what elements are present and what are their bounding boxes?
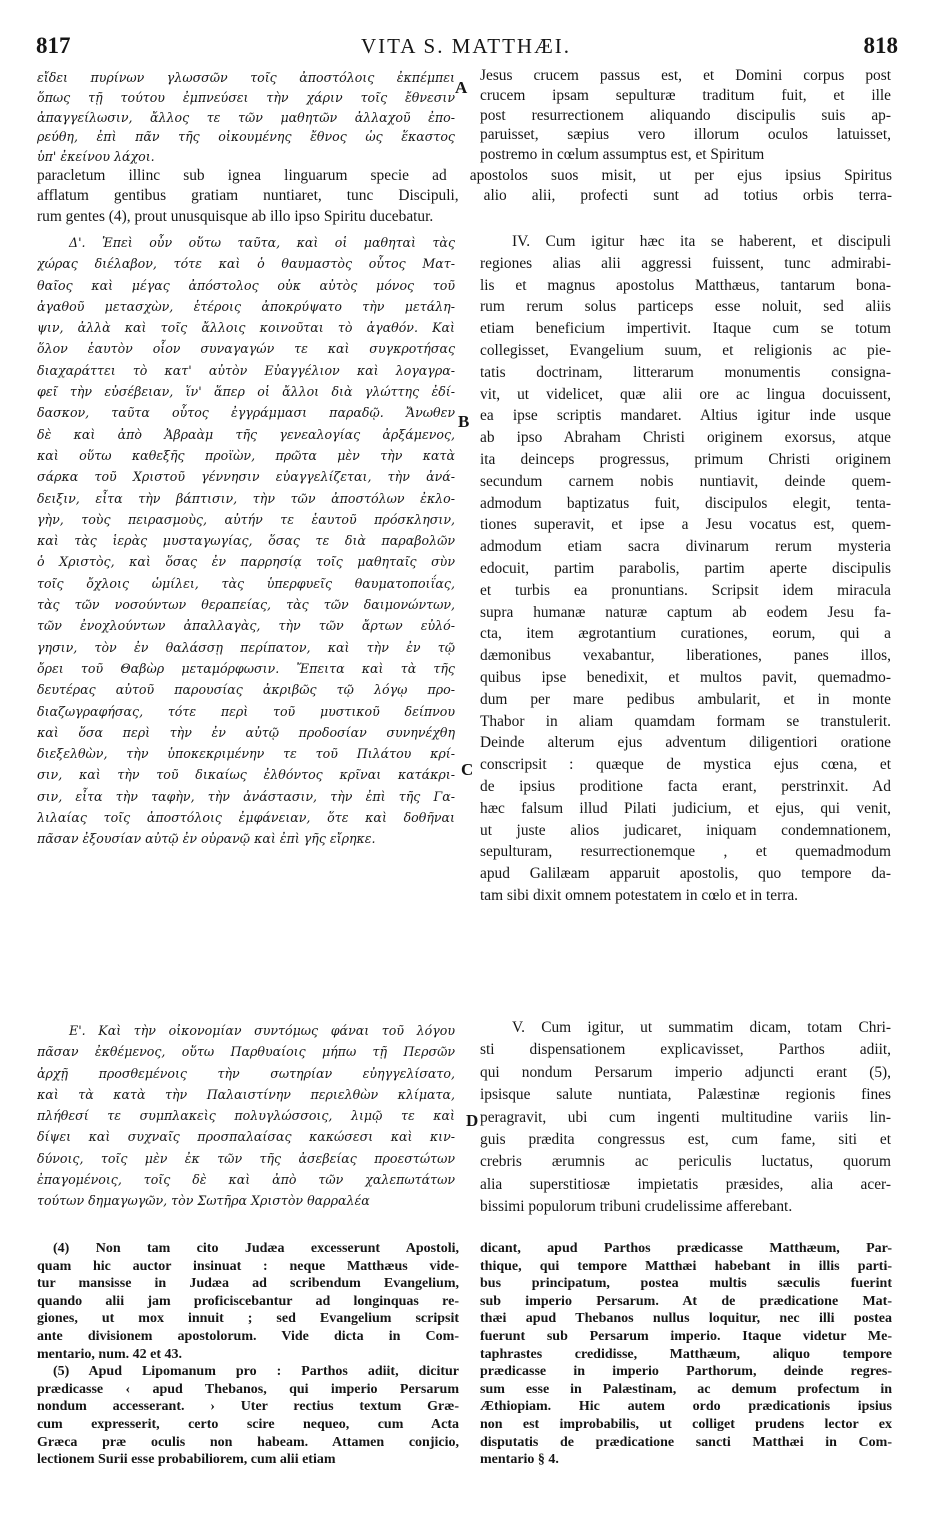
- text-line: ἐπαγομένοις, τοῖς δὲ καὶ ἀπὸ τῶν χαλεπωτάτων: [37, 1172, 455, 1188]
- text-line: edocuit, partim parabolis, partim aperte discipulis: [480, 559, 891, 577]
- text-line: ea ipse scriptis mandaret. Altius igitur inde usque: [480, 407, 891, 425]
- text-line: admodum etiam sacra divinarum rerum mysteria: [480, 538, 891, 556]
- text-line: fuerunt sub Persarum imperio. Itaque videtur Me-: [480, 1328, 892, 1344]
- text-line: (4) Non tam cito Judæa excesserunt Apostoli,: [53, 1241, 459, 1256]
- text-line: vit, ut videlicet, quæ alii ore ac lingua docuissent,: [480, 385, 891, 403]
- text-line: Æthiopiam. Hic autem ordo prædicationis ipsius: [480, 1399, 892, 1415]
- text-line: de ipsius proditione facta erant, perstrinxit. Ad: [480, 777, 891, 795]
- latin-text-top: [480, 66, 891, 165]
- text-line: ὁ Χριστὸς, καὶ ὅσας ἐν παρρησίᾳ τοῖς μαθηταῖς σὺν: [37, 554, 455, 570]
- text-line: γὴν, τοὺς πειρασμοὺς, αὐτήν τε ἑαυτοῦ πρόσκλησιν,: [37, 511, 455, 527]
- margin-letter-c: C: [461, 760, 474, 779]
- text-line: mentario § 4.: [480, 1452, 559, 1468]
- text-line: σάρκα τοῦ Χριστοῦ γέννησιν εὐαγγελίζεται, τὴν ἀνά-: [37, 469, 455, 485]
- text-line: ut juste alios judicaret, iniquam condemnationem,: [480, 821, 891, 839]
- text-line: nondum accesserant. › Uter rectius textum Græ-: [37, 1399, 459, 1415]
- text-line: etiam beneficium impertivit. Itaque cum se totum: [480, 320, 891, 338]
- text-line: qui nondum Persarum imperio adjuncti erant (5),: [480, 1063, 891, 1081]
- text-line: δευτέρας αὐτοῦ παρουσίας ἀκριβῶς τῷ λόγῳ προ-: [37, 682, 455, 698]
- text-line: rum rerum solus particeps esse noluit, sed aliis: [480, 298, 891, 316]
- text-line: Deinde alterum ejus adventum diligentiori oratione: [480, 734, 891, 752]
- text-line: φεῖ τὴν εὐσέβειαν, ἵν' ἅπερ οἱ ἄλλοι διὰ γλώττης ἐδί-: [37, 384, 455, 400]
- text-line: διαζωγραφήσας, τότε περὶ τοῦ μυστικοῦ δείπνου: [37, 703, 455, 719]
- margin-letter-d: D: [466, 1111, 479, 1130]
- text-line: quam hic auctor insinuat : neque Matthæus vide-: [37, 1258, 459, 1274]
- margin-letter-b: B: [458, 412, 470, 431]
- greek-section-iv: [37, 232, 455, 850]
- text-line: σιν, καὶ τὴν τοῦ δικαίως ἐλθόντος κρῖναι κατάκρι-: [37, 767, 455, 783]
- text-line: peragravit, ubi cum ingenti multitudine variis lin-: [480, 1108, 891, 1126]
- text-line: admodum baptizatus fuit, discipulos elegit, tenta-: [480, 494, 891, 512]
- text-line: IV. Cum igitur hæc ita se haberent, et discipuli: [512, 233, 891, 250]
- greek-text-top: [37, 68, 455, 167]
- text-line: τοῖς ὄχλοις ὡμίλει, τὰς ὑπερφυεῖς θαυματοποιΐας,: [37, 575, 455, 591]
- text-line: πᾶσαν ἐξουσίαν αὐτῷ ἐν οὐρανῷ καὶ ἐπὶ γῆς εἴρηκε.: [37, 831, 376, 847]
- text-line: δὲ καὶ ἀπὸ Ἀβραὰμ τῆς γενεαλογίας ἀρξάμενος,: [37, 426, 455, 442]
- text-line: prædicasse ‹ apud Thebanos, qui imperio Persarum: [37, 1381, 459, 1397]
- text-line: hæc falsum illud Pilati judicium, et ejus, qui venit,: [480, 799, 891, 817]
- text-line: dicant, apud Parthos prædicasse Matthæum, Par-: [480, 1241, 892, 1256]
- page-number-left: 817: [36, 33, 71, 58]
- text-line: καὶ τὰ κατὰ τὴν Παλαιστίνην περιελθὼν κλίματα,: [37, 1086, 455, 1102]
- text-line: λιλαίας τοῖς ἀποστόλοις ἐμφάνειαν, ὅτε καὶ δοθῆναι: [37, 810, 455, 826]
- page-number-right: 818: [863, 33, 898, 58]
- text-line: καὶ τὰς ἱερὰς μυσταγωγίας, ὅσας τε διὰ παραβολῶν: [37, 533, 455, 549]
- text-line: quibus ipse benedixit, et multos pavit, quemadmo-: [480, 668, 891, 686]
- text-line: ψιν, ἀλλὰ καὶ τοῖς ἄλλοις κοινοῦται τὸ ἀγαθόν. Καὶ: [37, 320, 455, 336]
- text-line: θαῖος καὶ μέγας ἀπόστολος οὐκ αὐτὸς μόνος τοῦ: [37, 277, 455, 293]
- text-line: δύνοις, τοῖς μὲν ἐκ τῶν τῆς ἀσεβείας προεστώτων: [37, 1150, 455, 1166]
- text-line: ita deinceps progressus, primum Christi originem: [480, 450, 891, 468]
- text-line: ὅπως τῇ τούτου ἐμπνεύσει τὴν χάριν τοῖς ἔθνεσιν: [37, 89, 455, 105]
- text-line: καὶ οὕτω καθεξῆς προϊὼν, πρῶτα μὲν τὴν κατὰ: [37, 447, 455, 463]
- text-line: (5) Apud Lipomanum pro : Parthos adiit, dicitur: [53, 1364, 459, 1380]
- text-line: sum esse in Palæstinam, ac demum profectum in: [480, 1381, 892, 1397]
- text-line: postremo in cœlum assumptus est, et Spiritum: [480, 146, 765, 164]
- latin-text-full-width: [37, 166, 892, 227]
- text-line: ab ipso Abraham Christi originem exorsus, atque: [480, 429, 891, 447]
- text-line: regiones alias alii aggressi fuissent, tunc admirabi-: [480, 254, 891, 272]
- text-line: mentario, num. 42 et 43.: [37, 1346, 183, 1362]
- text-line: γησιν, τὸν ἐν θαλάσσῃ περίπατον, καὶ τὴν ἐν τῷ: [37, 639, 455, 655]
- text-line: supra humanæ naturæ captum ab eodem Jesu fa-: [480, 603, 891, 621]
- text-line: tiones superavit, et ipse a Jesu vocatus est, quem-: [480, 516, 891, 534]
- text-line: Græca præ oculis non habeam. Attamen conjicio,: [37, 1434, 459, 1450]
- text-line: καὶ ὅσα περὶ τὴν ἐν αὐτῷ προδοσίαν συνηνέχθη: [37, 724, 455, 740]
- text-line: dæmonibus vexabantur, liberationes, panes illos,: [480, 647, 891, 665]
- text-line: V. Cum igitur, ut summatim dicam, totam Chri-: [512, 1019, 891, 1036]
- text-line: lectionem Surii esse probabiliorem, cum alii etiam: [37, 1452, 336, 1468]
- text-line: cta, item ægrotantium curationes, eorum, qui a: [480, 625, 891, 643]
- text-line: Δ'. Ἐπεὶ οὖν οὕτω ταῦτα, καὶ οἱ μαθηταὶ τὰς: [69, 235, 455, 250]
- text-line: cum expresserit, certo scire nequeo, cum Acta: [37, 1416, 459, 1432]
- text-line: ante divisionem apostolorum. Vide dicta in Com-: [37, 1328, 459, 1344]
- greek-section-v: [37, 1020, 455, 1212]
- text-line: crucem ipsam sepulturæ traditum fuit, et ille: [480, 86, 891, 104]
- latin-section-iv: [480, 231, 891, 907]
- text-line: giones, ut mox innuit ; sed Evangelium scripsit: [37, 1311, 459, 1327]
- text-line: afflatum gentibus gratiam nuntiaret, tunc Discipuli, alio alii, profecti sunt ad totius orbis terra-: [37, 187, 892, 205]
- margin-letter-a: A: [455, 78, 468, 97]
- text-line: δειξιν, εἶτα τὴν βάπτισιν, τὴν τῶν ἀποστόλων ἐκλο-: [37, 490, 455, 506]
- text-line: alia superstitiosæ impietatis præsides, alia acer-: [480, 1175, 891, 1193]
- text-line: sub imperio Persarum. At de prædicatione Mat-: [480, 1293, 892, 1309]
- text-line: conscripsit : quæque de mystica ejus cœna, et: [480, 756, 891, 774]
- text-line: δασκον, ταῦτα οὗτος ἐγγράμμασι παραδῷ. Ἄνωθεν: [37, 405, 455, 421]
- text-line: δίψει καὶ συχναῖς προσπαλαίσας κακώσεσι καὶ κιν-: [37, 1129, 455, 1145]
- text-line: πλήθεσί τε συμπλακεὶς πολυγλώσσοις, λιμῷ τε καὶ: [37, 1108, 455, 1124]
- latin-section-v: [480, 1017, 891, 1219]
- text-line: εἴδει πυρίνων γλωσσῶν τοῖς ἀποστόλοις ἐκπέμπει: [37, 70, 455, 85]
- running-header: [0, 32, 932, 60]
- running-title: VITA S. MATTHÆI.: [361, 34, 571, 58]
- text-line: quando alii jam proficiscebantur ad longinquas re-: [37, 1293, 459, 1309]
- text-line: tam sibi dixit omnem potestatem in cœlo et in terra.: [480, 886, 799, 904]
- text-line: τὰς τῶν νοσούντων θεραπείας, τὰς τῶν δαιμονώντων,: [37, 597, 455, 613]
- footnotes-right: [480, 1240, 892, 1469]
- text-line: σιν, εἶτα τὴν ταφὴν, τὴν ἀνάστασιν, τὴν ἐπὶ τῆς Γα-: [37, 788, 455, 804]
- text-line: collegisset, Evangelium suum, et religionis ac pie-: [480, 341, 891, 359]
- text-line: guis prædita congressus est, cum fame, siti et: [480, 1131, 891, 1149]
- text-line: τῶν ἐνοχλούντων ἀπαλλαγὰς, τὴν τῶν ἄρτων εὐλό-: [37, 618, 455, 634]
- text-line: lis et magnus apostolus Matthæus, tantarum bona-: [480, 276, 891, 294]
- text-line: tatis doctrinam, litterarum monumentis consigna-: [480, 363, 891, 381]
- text-line: prædicasse in imperio Parthorum, deinde regres-: [480, 1364, 892, 1380]
- text-line: tur mansisse in Judæa ad scribendum Evangelium,: [37, 1276, 459, 1292]
- text-line: paruisset, sæpius vero illorum oculos latuisset,: [480, 126, 891, 144]
- text-line: bus principatum, postea multis sæculis fuerint: [480, 1276, 892, 1292]
- text-line: διεξελθὼν, τὴν ὑποκεκριμένην τε τοῦ Πιλάτου κρί-: [37, 746, 455, 762]
- text-line: Thabor in aliam quamdam formam se transtulerit.: [480, 712, 891, 730]
- text-line: et turbis ea pronuntians. Scripsit idem miracula: [480, 581, 891, 599]
- text-line: rum gentes (4), prout unusquisque ab illo ipso Spiritu ducebatur.: [37, 207, 434, 225]
- text-line: ἀρχῇ προσθεμένοις τὴν σωτηρίαν εὐηγγελίσατο,: [37, 1065, 455, 1081]
- text-line: thæi apud Thebanos nullus loquitur, nec illi postea: [480, 1311, 892, 1327]
- text-line: τούτων δημαγωγῶν, τὸν Σωτῆρα Χριστὸν θαρραλέα: [37, 1193, 370, 1209]
- text-line: ὑπ' ἐκείνου λάχοι.: [37, 149, 155, 165]
- footnotes-left: [37, 1240, 459, 1469]
- text-line: taphrastes credidisse, Matthæum, aliquo tempore: [480, 1346, 892, 1362]
- text-line: ἀπαγγείλωσιν, ἄλλος τε τῶν μαθητῶν ἀλλαχοῦ ἐπο-: [37, 109, 455, 125]
- text-line: non est improbabilis, ut colliget prudens lector ex: [480, 1416, 892, 1432]
- text-line: ρεύθη, ἐπὶ πᾶν τῆς οἰκουμένης ἔθνος ὡς ἕκαστος: [37, 129, 455, 145]
- text-line: sepulturam, resurrectionemque , et quemadmodum: [480, 843, 891, 861]
- text-line: post resurrectionem aliquando discipulis suis ap-: [480, 106, 891, 124]
- text-line: ὅλον ἑαυτὸν οἷον συναγαγών τε καὶ συγκροτήσας: [37, 341, 455, 357]
- text-line: Jesus crucem passus est, et Domini corpus post: [480, 67, 891, 84]
- text-line: διαχαράττει τὸ κατ' αὐτὸν Εὐαγγέλιον καὶ λογαγρα-: [37, 362, 455, 378]
- text-line: secundum carnem nobis nuntiavit, deinde quem-: [480, 472, 891, 490]
- text-line: ὄρει τοῦ Θαβὼρ μεταμόρφωσιν. Ἔπειτα καὶ τὰ τῆς: [37, 660, 455, 676]
- text-line: disputatis de prædicatione sancti Matthæi in Com-: [480, 1434, 892, 1450]
- text-line: πᾶσαν ἐκθέμενος, οὕτω Παρθυαίοις μήπω τῇ Περσῶν: [37, 1044, 455, 1060]
- text-line: ἀγαθοῦ μετασχὼν, ἑτέροις ἀποκρύψατο τὴν μετάλη-: [37, 298, 455, 314]
- text-line: thique, qui tempore Matthæi habebant in illis parti-: [480, 1258, 892, 1274]
- text-line: Ε'. Καὶ τὴν οἰκονομίαν συντόμως φάναι τοῦ λόγου: [69, 1023, 455, 1038]
- text-line: paracletum illinc sub ignea linguarum specie ad apostolos suos misit, ut per ejus ipsius Spiritus: [37, 167, 892, 184]
- text-line: dum per mare pedibus ambularit, et in monte: [480, 690, 891, 708]
- text-line: crebris ærumnis ac periculis luctatus, quorum: [480, 1153, 891, 1171]
- text-line: bissimi populorum tribuni crudelissime afferebant.: [480, 1198, 793, 1216]
- text-line: χώρας διέλαβον, τότε καὶ ὁ θαυμαστὸς οὗτος Ματ-: [37, 256, 455, 272]
- text-line: ipsisque salute nuntiata, Palæstinæ regionis fines: [480, 1086, 891, 1104]
- text-line: sti dispensationem explicavisset, Parthos adiit,: [480, 1041, 891, 1059]
- text-line: apud Galilæam apparuit apostolis, quo tempore da-: [480, 865, 891, 883]
